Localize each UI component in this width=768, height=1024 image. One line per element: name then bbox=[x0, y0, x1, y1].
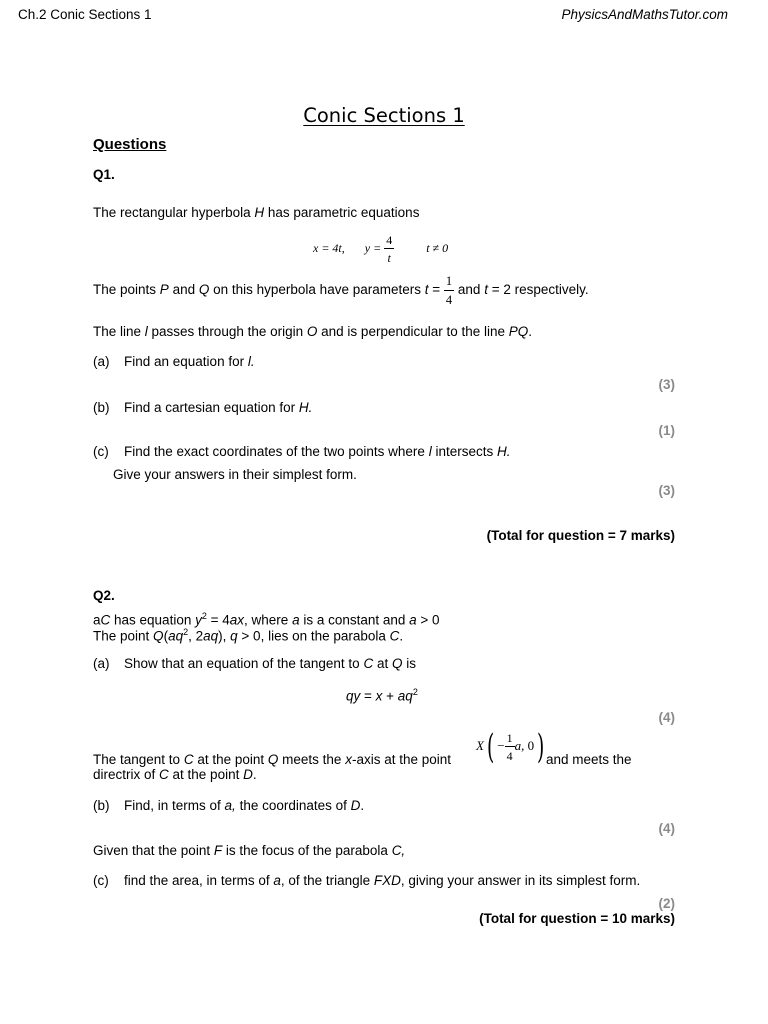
q1-line-l: The line l passes through the origin O and is perpendicular to the line PQ. bbox=[93, 324, 533, 339]
q2-part-c: (c) find the area, in terms of a, of the triangle FXD, giving your answer in its simplest form. bbox=[93, 873, 641, 888]
q2-total-marks: (Total for question = 10 marks) bbox=[479, 911, 675, 926]
q2-part-c-marks: (2) bbox=[658, 896, 675, 911]
q2-part-b-marks: (4) bbox=[658, 821, 675, 836]
q2-directrix-line: directrix of C at the point D. bbox=[93, 767, 257, 782]
q1-label: Q1. bbox=[93, 167, 115, 182]
q1-part-a-marks: (3) bbox=[658, 377, 675, 392]
q2-part-b: (b) Find, in terms of a, the coordinates of D. bbox=[93, 798, 365, 813]
q2-focus-line: Given that the point F is the focus of the parabola C, bbox=[93, 843, 406, 858]
q1-part-b-marks: (1) bbox=[658, 423, 675, 438]
q2-label: Q2. bbox=[93, 588, 115, 603]
q2-tangent-line-part1: The tangent to C at the point Q meets the x-axis at the point bbox=[93, 752, 452, 767]
q2-part-a: (a) Show that an equation of the tangent to C at Q is bbox=[93, 656, 416, 671]
page-title: Conic Sections 1 bbox=[303, 104, 465, 127]
q2-point-line: The point $Q(aq^2$, 2aq), q > 0, lies on the parabola C. bbox=[93, 627, 404, 644]
q1-part-a: (a) Find an equation for l. bbox=[93, 354, 255, 369]
q1-part-b: (b) Find a cartesian equation for H. bbox=[93, 400, 313, 415]
q2-parabola-line: aC has equation $y^2 = 4ax$, where a is a constant and a > 0 bbox=[93, 611, 440, 628]
q2-tangent-line-part2: and meets the bbox=[546, 752, 632, 767]
fraction-4-over-t: $\frac{4}{t}$ bbox=[386, 233, 393, 265]
q2-tangent-equation: qy = $x + aq^2$ bbox=[346, 687, 418, 704]
q1-part-c-instruction: Give your answers in their simplest form. bbox=[113, 467, 357, 482]
header-site-name: PhysicsAndMathsTutor.com bbox=[561, 7, 728, 22]
q1-total-marks: (Total for question = 7 marks) bbox=[486, 528, 675, 543]
header-chapter-title: Ch.2 Conic Sections 1 bbox=[18, 7, 152, 22]
q1-parametric-equations: x = 4t, y = $\frac{4}{t}$ t ≠ 0 bbox=[313, 233, 449, 265]
q1-points-line: The points P and Q on this hyperbola have parameters t = $\frac{1}{4}$ and t = 2 respectively. bbox=[93, 274, 589, 307]
q1-part-c-marks: (3) bbox=[658, 483, 675, 498]
fraction-one-quarter: $\frac{1}{4}$ bbox=[445, 274, 453, 307]
q1-part-c: (c) Find the exact coordinates of the two points where l intersects H. bbox=[93, 444, 511, 459]
q1-intro: The rectangular hyperbola H has parametric equations bbox=[93, 205, 420, 220]
questions-heading: Questions bbox=[93, 136, 167, 153]
q2-part-a-marks: (4) bbox=[658, 710, 675, 725]
q2-point-x-expression: X( − $\frac{1}{4}$ a, 0) bbox=[476, 727, 545, 767]
